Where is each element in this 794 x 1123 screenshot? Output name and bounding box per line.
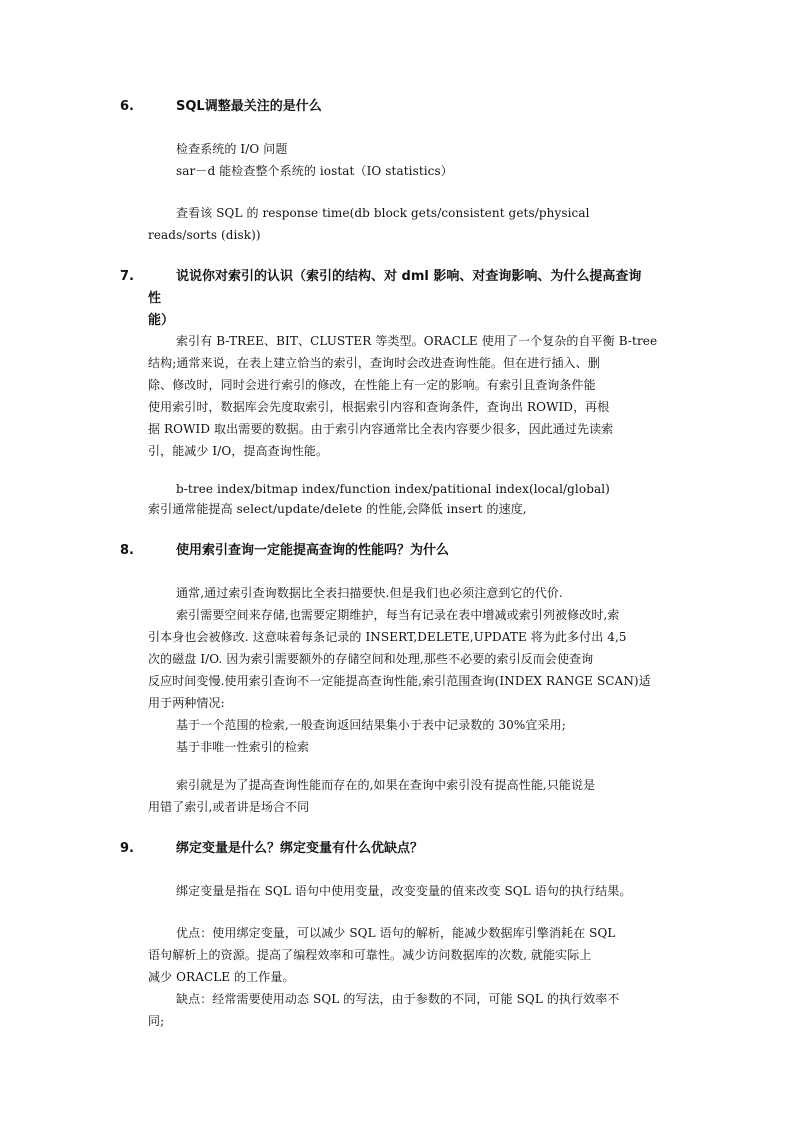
paragraph-line: 减少 ORACLE 的工作量。 — [148, 970, 295, 984]
paragraph-line: 基于非唯一性索引的检索 — [176, 740, 310, 754]
paragraph-line: 基于一个范围的检索,一般查询返回结果集小于表中记录数的 30%宜采用; — [176, 718, 566, 732]
paragraph-line: 索引通常能提高 select/update/delete 的性能,会降低 insert 的速度, — [148, 502, 527, 516]
paragraph-line: 语句解析上的资源。提高了编程效率和可靠性。减少访问数据库的次数, 就能实际上 — [148, 948, 592, 962]
paragraph-line: 用错了索引,或者讲是场合不同 — [148, 800, 310, 814]
paragraph-line: 查看该 SQL 的 response time(db block gets/consistent gets/physical — [176, 206, 590, 220]
section-number: 7. — [120, 269, 134, 284]
section-title-line2: 性能） — [148, 291, 175, 328]
paragraph-line: 索引需要空间来存储,也需要定期维护，每当有记录在表中增减或索引列被修改时,索 — [176, 608, 620, 622]
paragraph-line: 引，能减少 I/O，提高查询性能。 — [148, 444, 329, 458]
paragraph-line: 缺点：经常需要使用动态 SQL 的写法，由于参数的不同，可能 SQL 的执行效率不 — [176, 992, 620, 1006]
paragraph-line: 引本身也会被修改. 这意味着每条记录的 INSERT,DELETE,UPDATE 将为此多付出 4,5 — [148, 630, 627, 644]
paragraph-line: 通常,通过索引查询数据比全表扫描要快.但是我们也必须注意到它的代价. — [176, 586, 563, 600]
section-title: SQL调整最关注的是什么 — [176, 99, 322, 114]
paragraph-line: sar－d 能检查整个系统的 iostat（IO statistics） — [176, 164, 453, 178]
paragraph-line: 优点：使用绑定变量，可以减少 SQL 语句的解析，能减少数据库引擎消耗在 SQL — [176, 926, 616, 940]
paragraph-line: 除、修改时，同时会进行索引的修改，在性能上有一定的影响。有索引且查询条件能 — [148, 378, 596, 392]
paragraph-line: 使用索引时，数据库会先度取索引，根据索引内容和查询条件，查询出 ROWID，再根 — [148, 400, 610, 414]
paragraph-line: 用于两种情况: — [148, 696, 225, 710]
paragraph-line: 反应时间变慢.使用索引查询不一定能提高查询性能,索引范围查询(INDEX RANGE SCAN)适 — [148, 674, 651, 688]
paragraph-line: 索引就是为了提高查询性能而存在的,如果在查询中索引没有提高性能,只能说是 — [176, 778, 596, 792]
paragraph-line: b-tree index/bitmap index/function index/patitional index(local/global) — [176, 482, 610, 496]
paragraph-line: 同; — [148, 1014, 165, 1028]
section-number: 8. — [120, 543, 134, 558]
paragraph-line: 次的磁盘 I/O. 因为索引需要额外的存储空间和处理,那些不必要的索引反而会使查询 — [148, 652, 594, 666]
paragraph-line: 索引有 B-TREE、BIT、CLUSTER 等类型。ORACLE 使用了一个复杂的自平衡 B-tree — [176, 334, 658, 348]
paragraph-line: 据 ROWID 取出需要的数据。由于索引内容通常比全表内容要少很多，因此通过先读索 — [148, 422, 614, 436]
section-title: 使用索引查询一定能提高查询的性能吗？为什么 — [176, 543, 450, 558]
section-number: 9. — [120, 841, 134, 856]
section-number: 6. — [120, 99, 134, 114]
paragraph-line: reads/sorts (disk)) — [148, 228, 261, 242]
section-title: 绑定变量是什么？绑定变量有什么优缺点？ — [176, 841, 424, 856]
paragraph-line: 绑定变量是指在 SQL 语句中使用变量，改变变量的值来改变 SQL 语句的执行结果。 — [176, 884, 632, 898]
paragraph-line: 结构;通常来说，在表上建立恰当的索引，查询时会改进查询性能。但在进行插入、删 — [148, 356, 600, 370]
paragraph-line: 检查系统的 I/O 问题 — [176, 142, 288, 156]
section-title: 说说你对索引的认识（索引的结构、对 dml 影响、对查询影响、为什么提高查询 — [176, 269, 642, 284]
